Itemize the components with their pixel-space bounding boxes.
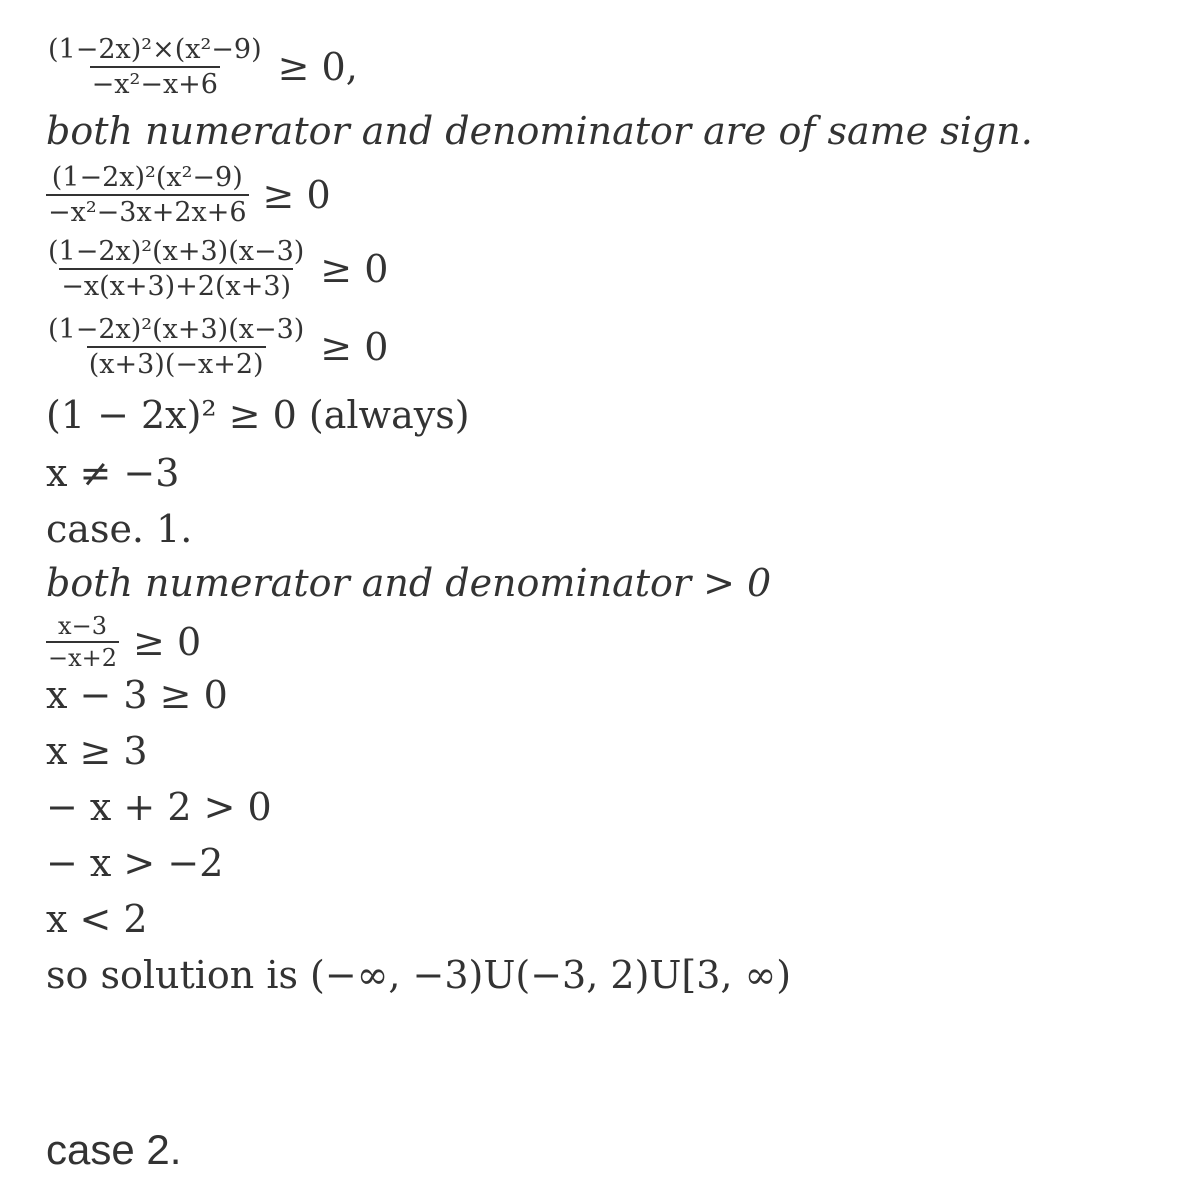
case-1-heading: case. 1. — [46, 507, 193, 551]
step-e: x < 2 — [46, 897, 148, 941]
fraction-3-numerator: (1−2x)²(x+3)(x−3) — [48, 236, 305, 267]
relation-2: ≥ 0 — [262, 173, 331, 217]
relation-5: ≥ 0 — [133, 620, 202, 664]
fraction-1-numerator: (1−2x)²×(x²−9) — [48, 34, 262, 65]
case-2-heading: case 2. — [46, 1126, 182, 1173]
same-sign-note: both numerator and denominator are of same sign. — [46, 109, 1033, 153]
both-positive-note: both numerator and denominator > 0 — [46, 561, 772, 605]
fraction-3 — [46, 238, 306, 300]
relation-4: ≥ 0 — [320, 325, 389, 369]
step-c: − x + 2 > 0 — [46, 785, 272, 829]
fraction-1-denominator: −x²−x+6 — [90, 66, 220, 98]
solution-line: so solution is (−∞, −3)U(−3, 2)U[3, ∞) — [46, 953, 792, 997]
fraction-5-denominator: −x+2 — [46, 641, 119, 670]
step-a: x − 3 ≥ 0 — [46, 673, 228, 717]
fraction-2-numerator: (1−2x)²(x²−9) — [51, 162, 243, 193]
x-not-equal: x ≠ −3 — [46, 451, 180, 495]
fraction-3-denominator: −x(x+3)+2(x+3) — [59, 268, 293, 300]
step-d: − x > −2 — [46, 841, 224, 885]
fraction-1 — [46, 36, 264, 98]
inequality-step-1 — [46, 36, 358, 98]
relation-1: ≥ 0, — [277, 45, 358, 89]
inequality-step-5 — [46, 614, 201, 670]
relation-3: ≥ 0 — [320, 247, 389, 291]
step-b: x ≥ 3 — [46, 729, 148, 773]
fraction-2 — [46, 164, 249, 226]
inequality-step-3 — [46, 238, 388, 300]
fraction-4 — [46, 316, 306, 378]
inequality-step-4 — [46, 316, 388, 378]
fraction-4-denominator: (x+3)(−x+2) — [87, 346, 266, 378]
fraction-5-numerator: x−3 — [58, 612, 107, 640]
fraction-5 — [46, 614, 119, 670]
inequality-step-2 — [46, 164, 331, 226]
always-nonnegative: (1 − 2x)² ≥ 0 (always) — [46, 393, 470, 437]
fraction-4-numerator: (1−2x)²(x+3)(x−3) — [48, 314, 305, 345]
fraction-2-denominator: −x²−3x+2x+6 — [46, 194, 249, 226]
